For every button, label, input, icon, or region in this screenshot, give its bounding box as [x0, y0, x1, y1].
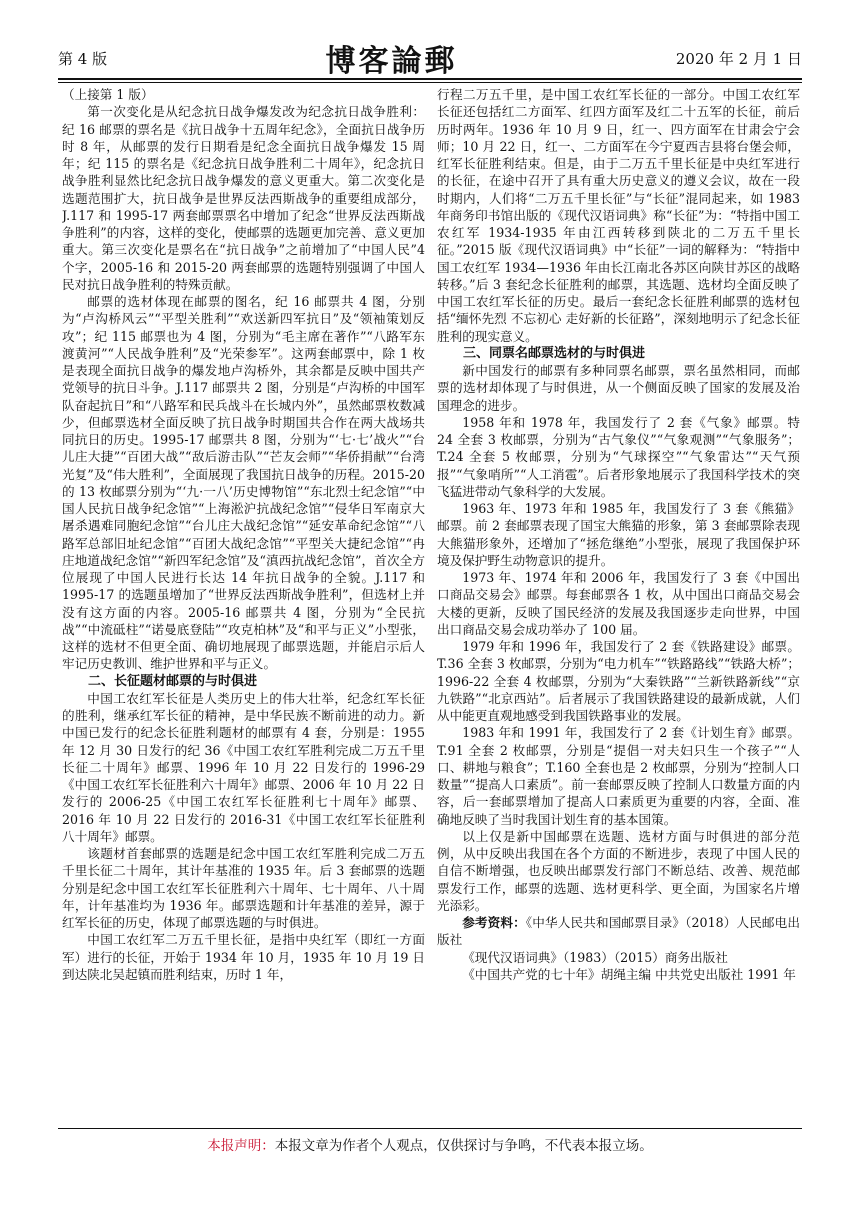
disclaimer-label: 本报声明：	[207, 1138, 275, 1154]
paragraph: 1979 年和 1996 年，我国发行了 2 套《铁路建设》邮票。T.36 全套 3 枚邮票，分别为“电力机车”“铁路路线”“铁路大桥”；1996-22 全套 4 枚邮票，分别为“大秦铁路”“兰新铁路新线”“京九铁路”“北京西站”。后者展示了我国铁路建设的最新成就，人们从中能更直观地感受到我国铁路事业的发展。	[437, 639, 800, 723]
references-label: 参考资料：	[462, 915, 526, 930]
paragraph: 第一次变化是从纪念抗日战争爆发改为纪念抗日战争胜利：纪 16 邮票的票名是《抗日战争十五周年纪念》，全面抗日战争历时 8 年，从邮票的发行日期看是纪念全面抗日战争爆发 15 周年；纪 115 的票名是《纪念抗日战争胜利二十周年》，纪念抗日战争胜利显然比纪念抗日战争爆发的意义更重大。第二次变化是选题范围扩大，抗日战争是世界反法西斯战争的重要组成部分，J.117 和 1995-17 两套邮票票名中增加了纪念“世界反法西斯战争胜利”的内容，这样的变化，使邮票的选题更加完善、意义更加重大。第三次变化是票名在“抗日战争”之前增加了“中国人民”4 个字，2005-16 和 2015-20 两套邮票的选题特别强调了中国人民对抗日战争胜利的特殊贡献。	[62, 104, 425, 292]
column-left	[62, 86, 425, 1126]
section-heading: 二、长征题材邮票的与时俱进	[88, 673, 258, 689]
page-header	[58, 38, 802, 78]
edition-number: 第 4 版	[58, 49, 108, 68]
paragraph: 该题材首套邮票的选题是纪念中国工农红军胜利完成二万五千里长征二十周年，其计年基准的 1935 年。后 3 套邮票的选题分别是纪念中国工农红军长征胜利六十周年、七十周年、八十周年，计年基准均为 1936 年。邮票选题和计年基准的差异，源于红军长征的历史，体现了邮票选题的与时俱进。	[62, 846, 425, 930]
paragraph: 邮票的选材体现在邮票的图名，纪 16 邮票共 4 图，分别为“卢沟桥风云”“平型关胜利”“欢送新四军抗日”及“领袖策划反攻”；纪 115 邮票也为 4 图，分别为“毛主席在著作”“八路军东渡黄河”“人民战争胜利”及“光荣参军”。这两套邮票中，除 1 枚是表现全面抗日战争的爆发地卢沟桥外，其余都是反映中国共产党领导的抗日斗争。J.117 邮票共 2 图，分别是“卢沟桥的中国军队奋起抗日”和“八路军和民兵战斗在长城内外”，虽然邮票枚数减少，但邮票选材全面反映了抗日战争时期国共合作在两大战场共同抗日的历史。1995-17 邮票共 8 图，分别为“‘七·七’战火”“台儿庄大捷”“百团大战”“敌后游击队”“芒友会师”“华侨捐献”“台湾光复”及“伟大胜利”，全面展现了我国抗日战争的历程。2015-20 的 13 枚邮票分别为“‘九·一八’历史博物馆”“东北烈士纪念馆”“中国人民抗日战争纪念馆”“上海淞沪抗战纪念馆”“侵华日军南京大屠杀遇难同胞纪念馆”“台儿庄大战纪念馆”“延安革命纪念馆”“八路军总部旧址纪念馆”“百团大战纪念馆”“平型关大捷纪念馆”“冉庄地道战纪念馆”“新四军纪念馆”及“滇西抗战纪念馆”，首次全方位展现了中国人民进行长达 14 年抗日战争的全貌。J.117 和 1995-17 的选题虽增加了“世界反法西斯战争胜利”，但选材上并没有这方面的内容。2005-16 邮票共 4 图，分别为“全民抗战”“中流砥柱”“诺曼底登陆”“攻克柏林”及“和平与正义”小型张，这样的选材不但更全面、确切地展现了邮票选题，并能启示后人牢记历史教训、维护世界和平与正义。	[62, 294, 425, 672]
paragraph: 新中国发行的邮票有多种同票名邮票，票名虽然相同，而邮票的选材却体现了与时俱进，从一个侧面反映了国家的发展及治国理念的进步。	[437, 363, 800, 413]
paragraph: 以上仅是新中国邮票在选题、选材方面与时俱进的部分范例，从中反映出我国在各个方面的不断进步，表现了中国人民的自信不断增强，也反映出邮票发行部门不断总结、改善、规范邮票发行工作，邮票的选题、选材更科学、更全面，为国家名片增光添彩。	[437, 828, 800, 913]
paragraph: 1983 年和 1991 年，我国发行了 2 套《计划生育》邮票。T.91 全套 2 枚邮票，分别是“提倡一对夫妇只生一个孩子”“人口、耕地与粮食”；T.160 全套也是 2 枚邮票，分别为“控制人口数量”“提高人口素质”。前一套邮票反映了控制人口数量方面的内容，后一套邮票增加了提高人口素质更为重要的内容，全面、准确地反映了当时我国计划生育的基本国策。	[437, 725, 800, 827]
paragraph: 行程二万五千里，是中国工农红军长征的一部分。中国工农红军长征还包括红二方面军、红四方面军及红二十五军的长征，前后历时两年。1936 年 10 月 9 日，红一、四方面军在甘肃会宁会师；10 月 22 日，红一、二方面军在今宁夏西吉县将台堡会师，红军长征胜利结束。但是，由于二万五千里长征是中央红军进行的长征，在途中召开了具有重大历史意义的遵义会议，故在一段时期内，人们将“二万五千里长征”与“长征”混同起来，如 1983 年商务印书馆出版的《现代汉语词典》称“长征”为：“特指中国工农红军 1934-1935 年由江西转移到陕北的二万五千里长征。”2015 版《现代汉语词典》中“长征”一词的解释为：“特指中国工农红军 1934—1936 年由长江南北各苏区向陕甘苏区的战略转移。”后 3 套纪念长征胜利的邮票，其选题、选材均全面反映了中国工农红军长征的历史。最后一套纪念长征胜利邮票的选材包括“缅怀先烈 不忘初心 走好新的长征路”，深刻地明示了纪念长征胜利的现实意义。	[437, 87, 800, 344]
article-columns	[62, 86, 800, 1126]
continued-note: （上接第 1 版）	[62, 87, 154, 102]
footer-rule	[58, 1128, 802, 1129]
header-rule	[58, 78, 802, 80]
paragraph: 1958 年和 1978 年，我国发行了 2 套《气象》邮票。特 24 全套 3 枚邮票，分别为“古气象仪”“气象观测”“气象服务”；T.24 全套 5 枚邮票，分别为“气球探空”“气象雷达”“天气预报”“气象哨所”“人工消雹”。后者形象地展示了我国科学技术的突飞猛进带动气象科学的大发展。	[437, 414, 800, 499]
references	[437, 914, 800, 949]
masthead: 博客論郵	[325, 44, 458, 79]
paragraph: 1963 年、1973 年和 1985 年，我国发行了 3 套《熊猫》邮票。前 2 套邮票表现了国宝大熊猫的形象，第 3 套邮票除表现大熊猫形象外，还增加了“拯危继绝”小型张，展现了我国保护环境及保护野生动物意识的提升。	[437, 501, 800, 568]
reference-3: 《中国共产党的七十年》胡绳主编 中共党史出版社 1991 年	[462, 966, 796, 982]
paragraph: 1973 年、1974 年和 2006 年，我国发行了 3 套《中国出口商品交易会》邮票。每套邮票各 1 枚，从中国出口商品交易会大楼的更新，反映了国民经济的发展及我国逐步走向世界，中国出口商品交易会成功举办了 100 届。	[437, 570, 800, 637]
column-right	[437, 86, 800, 1126]
reference-2: 《现代汉语词典》（1983）（2015）商务出版社	[462, 949, 728, 965]
page-footer	[58, 1134, 802, 1154]
paragraph: 中国工农红军二万五千里长征，是指中央红军（即红一方面军）进行的长征，开始于 1934 年 10 月，1935 年 10 月 19 日到达陕北吴起镇而胜利结束，历时 1 年，	[62, 932, 425, 982]
section-heading: 三、同票名邮票选材的与时俱进	[463, 345, 646, 361]
header-rule-thin	[58, 82, 802, 83]
paragraph: 中国工农红军长征是人类历史上的伟大壮举，纪念红军长征的胜利，继承红军长征的精神，是中华民族不断前进的动力。新中国已发行的纪念长征胜利题材的邮票有 4 套，分别是：1955 年 12 月 30 日发行的纪 36《中国工农红军胜利完成二万五千里长征二十周年》邮票、1996 年 10 月 22 日发行的 1996-29《中国工农红军长征胜利六十周年》邮票、2006 年 10 月 22 日发行的 2006-25《中国工农红军长征胜利七十周年》邮票、2016 年 10 月 22 日发行的 2016-31《中国工农红军长征胜利八十周年》邮票。	[62, 690, 425, 844]
disclaimer-text: 本报文章为作者个人观点，仅供探讨与争鸣，不代表本报立场。	[274, 1138, 653, 1154]
issue-date: 2020 年 2 月 1 日	[675, 49, 802, 68]
reference-1: 《中华人民共和国邮票目录》（2018）人民邮电出版社	[437, 915, 800, 948]
